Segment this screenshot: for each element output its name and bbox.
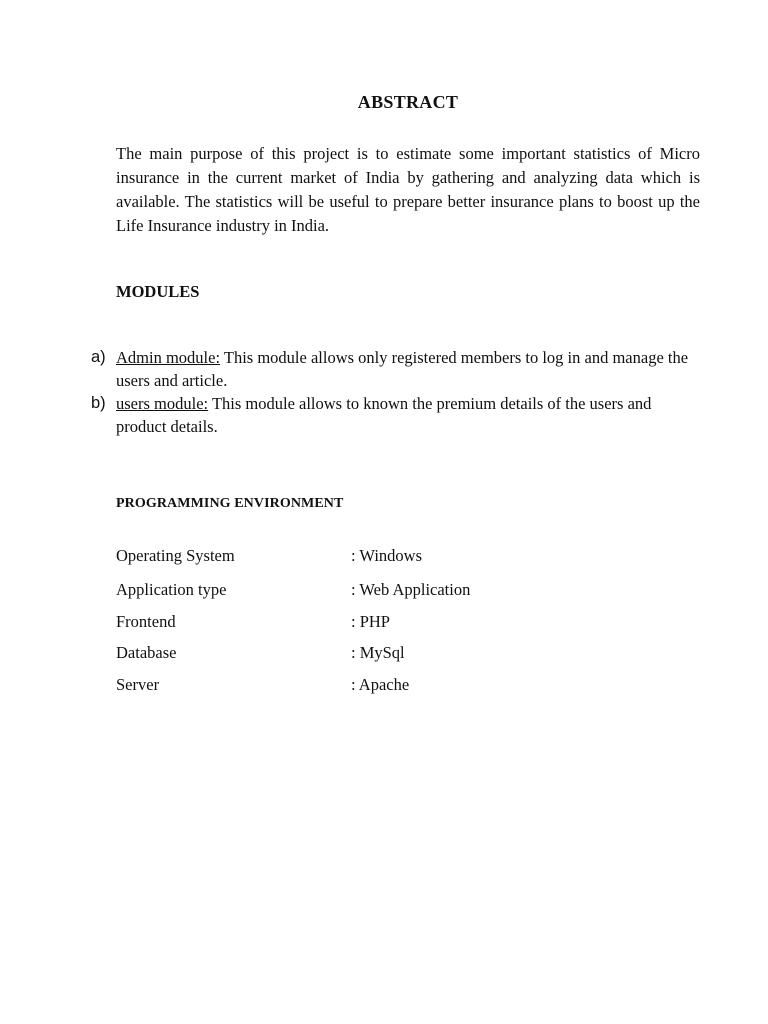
env-label: Operating System (116, 546, 235, 565)
env-value: : Apache (351, 675, 410, 694)
environment-heading: PROGRAMMING ENVIRONMENT (116, 496, 344, 511)
module-description: This module allows only registered members to log in and manage the users and article. (116, 348, 689, 390)
env-label: Frontend (116, 612, 176, 631)
env-row-operating-system (116, 544, 616, 568)
abstract-paragraph: The main purpose of this project is to estimate some important statistics of Micro insurance in the current market of India by gathering and analyzing data which is available. The statistics will be useful to prepare better insurance plans to boost up the Life Insurance industry in India. (116, 144, 700, 235)
page-title: ABSTRACT (357, 92, 459, 112)
env-value: : Web Application (351, 580, 471, 599)
module-description: This module allows to known the premium details of the users and product details. (116, 394, 652, 436)
module-item-admin (91, 346, 702, 392)
module-name: users module: (116, 394, 209, 413)
list-marker: b) (91, 394, 106, 412)
env-value: : MySql (351, 643, 405, 662)
env-row-application-type (116, 578, 616, 602)
env-label: Application type (116, 580, 227, 599)
modules-heading: MODULES (116, 282, 200, 301)
env-label: Server (116, 675, 160, 694)
env-value: : Windows (351, 546, 422, 565)
env-value: : PHP (351, 612, 390, 631)
env-row-database (116, 641, 616, 665)
env-row-frontend (116, 610, 616, 634)
list-marker: a) (91, 348, 106, 366)
env-label: Database (116, 643, 177, 662)
env-row-server (116, 673, 616, 697)
module-name: Admin module: (116, 348, 221, 367)
module-item-users (91, 392, 702, 438)
